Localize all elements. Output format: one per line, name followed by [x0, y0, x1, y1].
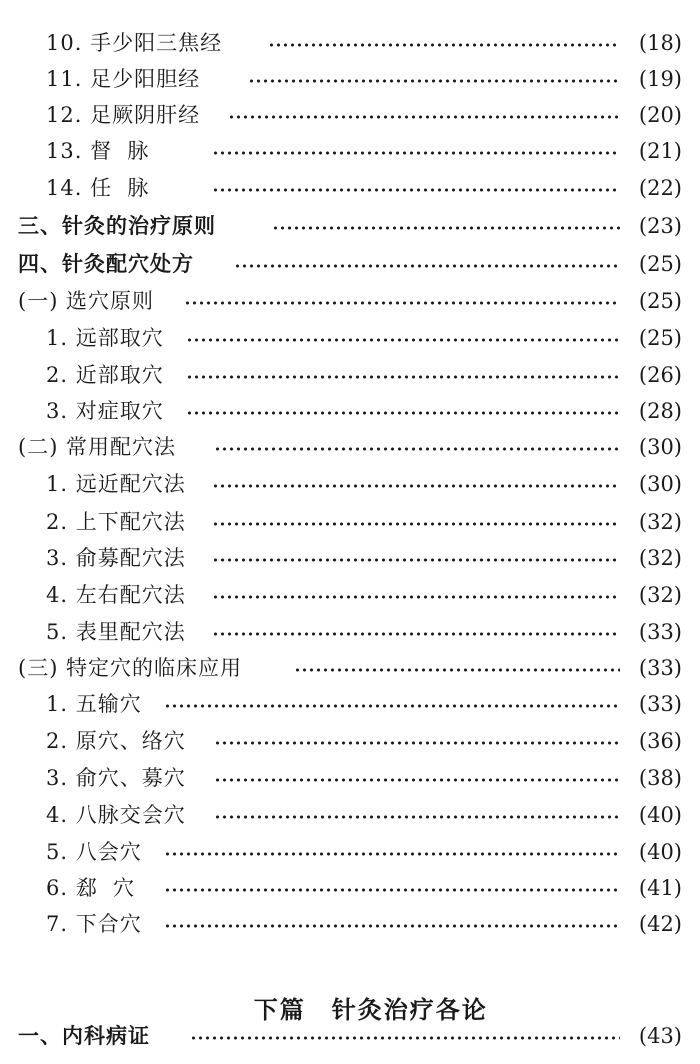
toc-entry-label: 11. 足少阳胆经 [46, 67, 201, 91]
toc-entry [0, 97, 700, 133]
leader-dots [212, 595, 620, 599]
toc-entry-page: (32) [638, 546, 682, 570]
leader-dots [186, 375, 620, 379]
toc-entry-page: (32) [638, 583, 682, 607]
toc-entry-page: (28) [638, 399, 682, 423]
toc-entry [0, 760, 700, 796]
toc-entry-page: (23) [638, 214, 682, 238]
toc-entry [0, 170, 700, 206]
part-title-name: 针灸治疗各论 [331, 996, 488, 1024]
toc-entry-label: 10. 手少阳三焦经 [46, 31, 223, 55]
toc-entry-label: 7. 下合穴 [46, 912, 142, 936]
toc-entry-page: (30) [638, 472, 682, 496]
toc-entry-label: 13. 督 脉 [46, 139, 150, 163]
leader-dots [186, 411, 620, 415]
toc-entry-page: (25) [638, 252, 682, 276]
toc-entry-label: 6. 郄 穴 [46, 876, 136, 900]
toc-entry-label: 1. 远近配穴法 [46, 472, 186, 496]
leader-dots [212, 558, 620, 562]
leader-dots [164, 888, 620, 892]
toc-entry [0, 797, 700, 833]
toc-entry-label: 2. 上下配穴法 [46, 510, 186, 534]
toc-entry [0, 906, 700, 942]
leader-dots [214, 447, 620, 451]
toc-entry-page: (25) [638, 326, 682, 350]
toc-entry-page: (33) [638, 692, 682, 716]
toc-entry-label: 2. 原穴、络穴 [46, 729, 186, 753]
toc-entry-page: (38) [638, 766, 682, 790]
toc-entry [0, 577, 700, 613]
toc-entry-label: 1. 五输穴 [46, 692, 142, 716]
toc-entry [0, 133, 700, 169]
toc-entry-label: (一) 选穴原则 [18, 289, 155, 313]
toc-subsection-entry [0, 650, 700, 686]
toc-entry-page: (36) [638, 729, 682, 753]
toc-entry-label: 5. 八会穴 [46, 840, 142, 864]
leader-dots [164, 704, 620, 708]
part-title-part: 下篇 [253, 996, 306, 1024]
toc-entry-label: 5. 表里配穴法 [46, 620, 186, 644]
leader-dots [212, 151, 620, 155]
toc-entry [0, 834, 700, 870]
leader-dots [248, 79, 620, 83]
toc-entry-label: 三、针灸的治疗原则 [18, 214, 216, 238]
toc-entry-page: (40) [638, 803, 682, 827]
toc-entry-page: (32) [638, 510, 682, 534]
leader-dots [294, 668, 620, 672]
toc-entry-label: 4. 八脉交会穴 [46, 803, 186, 827]
leader-dots [164, 924, 620, 928]
toc-entry-page: (33) [638, 620, 682, 644]
toc-entry-label: 4. 左右配穴法 [46, 583, 186, 607]
toc-entry-page: (40) [638, 840, 682, 864]
toc-entry [0, 320, 700, 356]
leader-dots [164, 852, 620, 856]
toc-entry-label: 14. 任 脉 [46, 176, 150, 200]
toc-entry-label: 四、针灸配穴处方 [18, 252, 194, 276]
toc-entry-label: (三) 特定穴的临床应用 [18, 656, 243, 680]
toc-entry-label: 3. 俞募配穴法 [46, 546, 186, 570]
toc-entry-page: (42) [638, 912, 682, 936]
leader-dots [190, 1036, 620, 1040]
toc-entry-label: 一、内科病证 [18, 1024, 150, 1048]
leader-dots [214, 741, 620, 745]
toc-entry [0, 357, 700, 393]
toc-entry [0, 393, 700, 429]
leader-dots [186, 338, 620, 342]
toc-entry-label: 3. 对症取穴 [46, 399, 164, 423]
toc-entry-label: (二) 常用配穴法 [18, 435, 177, 459]
toc-entry [0, 723, 700, 759]
toc-entry-page: (19) [638, 67, 682, 91]
toc-entry-page: (21) [638, 139, 682, 163]
toc-section-entry [0, 246, 700, 282]
leader-dots [212, 632, 620, 636]
leader-dots [184, 301, 620, 305]
toc-entry-label: 12. 足厥阴肝经 [46, 103, 201, 127]
leader-dots [214, 778, 620, 782]
toc-section-entry [0, 1018, 700, 1054]
toc-subsection-entry [0, 283, 700, 319]
toc-entry-page: (25) [638, 289, 682, 313]
toc-entry-page: (43) [638, 1024, 682, 1048]
leader-dots [212, 522, 620, 526]
toc-entry [0, 686, 700, 722]
toc-entry-label: 3. 俞穴、募穴 [46, 766, 186, 790]
leader-dots [272, 226, 620, 230]
toc-entry-page: (33) [638, 656, 682, 680]
toc-entry [0, 466, 700, 502]
toc-entry-label: 2. 近部取穴 [46, 363, 164, 387]
toc-entry-page: (41) [638, 876, 682, 900]
toc-entry [0, 540, 700, 576]
leader-dots [214, 815, 620, 819]
toc-entry-page: (30) [638, 435, 682, 459]
leader-dots [212, 484, 620, 488]
toc-entry-page: (18) [638, 31, 682, 55]
toc-entry-page: (26) [638, 363, 682, 387]
leader-dots [228, 115, 620, 119]
toc-entry-page: (22) [638, 176, 682, 200]
leader-dots [212, 188, 620, 192]
toc-entry [0, 504, 700, 540]
leader-dots [234, 264, 620, 268]
leader-dots [268, 43, 620, 47]
toc-subsection-entry [0, 429, 700, 465]
toc-section-entry [0, 208, 700, 244]
toc-entry [0, 25, 700, 61]
toc-entry [0, 614, 700, 650]
toc-entry-label: 1. 远部取穴 [46, 326, 164, 350]
toc-entry [0, 61, 700, 97]
toc-entry-page: (20) [638, 103, 682, 127]
toc-entry [0, 870, 700, 906]
